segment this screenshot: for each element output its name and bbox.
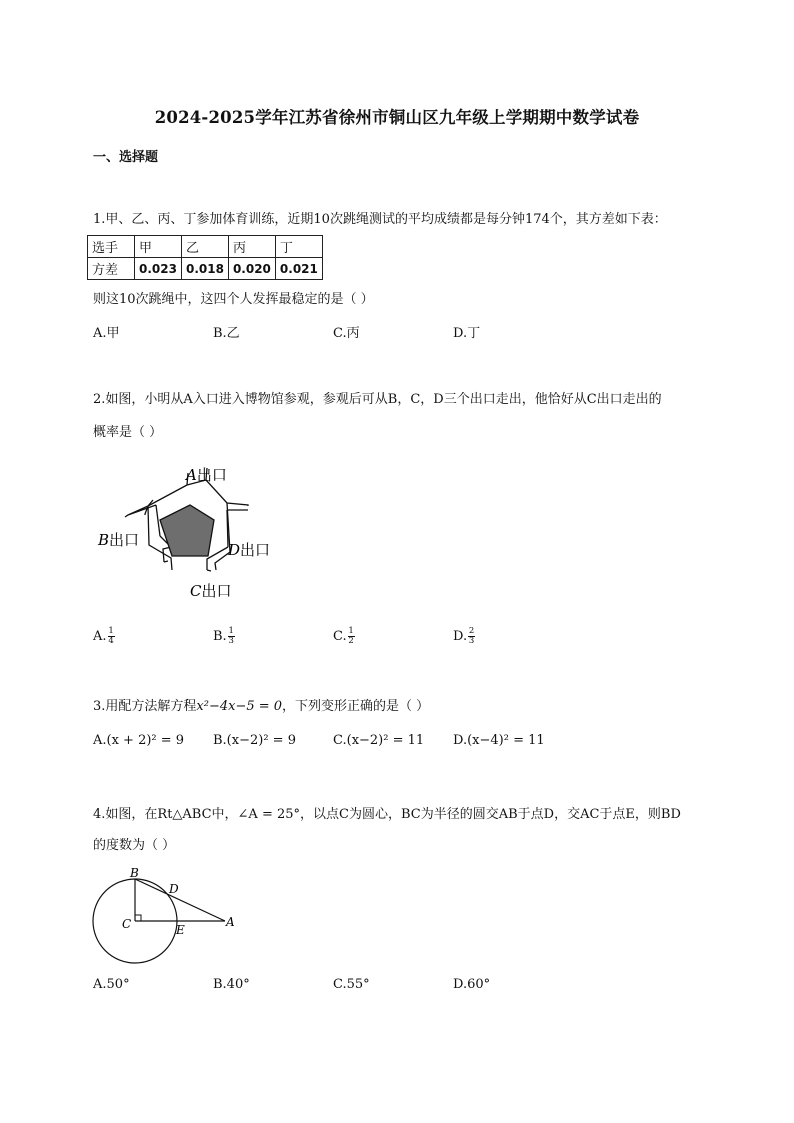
museum-figure — [90, 458, 320, 608]
q3-stem-post: ，下列变形正确的是（ ） — [282, 699, 430, 714]
table-cell: 甲 — [135, 236, 182, 258]
point-b: B — [130, 866, 139, 880]
q3-option-c[interactable]: C.(x−2)² = 11 — [333, 733, 425, 748]
table-cell: 丁 — [275, 236, 322, 258]
table-cell: 0.020 — [228, 258, 275, 280]
table-row — [88, 236, 323, 258]
q1-option-a[interactable]: A.甲 — [93, 326, 120, 341]
option-prefix: C. — [333, 629, 347, 644]
label-c-exit: C出口 — [190, 582, 232, 600]
q4-option-c[interactable]: C.55° — [333, 977, 370, 992]
q3-option-d[interactable]: D.(x−4)² = 11 — [453, 733, 545, 748]
denominator: 3 — [468, 636, 475, 646]
fraction — [348, 627, 355, 646]
denominator: 2 — [348, 636, 354, 646]
q1-option-c[interactable]: C.丙 — [333, 326, 360, 341]
option-prefix: A. — [93, 629, 107, 644]
section-heading: 一、选择题 — [93, 150, 159, 165]
q4-option-d[interactable]: D.60° — [453, 977, 491, 992]
table-cell: 选手 — [88, 236, 135, 258]
denominator: 3 — [228, 636, 234, 646]
q1-stem: 1.甲、乙、丙、丁参加体育训练，近期10次跳绳测试的平均成绩都是每分钟174个，其方差如下表： — [93, 212, 667, 227]
label-b-exit: B出口 — [98, 531, 140, 549]
circle-triangle-figure — [88, 862, 248, 974]
table-row — [88, 258, 323, 280]
option-prefix: B. — [213, 629, 227, 644]
numerator: 2 — [468, 626, 475, 636]
q4-option-a[interactable]: A.50° — [93, 977, 130, 992]
fraction — [228, 627, 235, 646]
table-cell: 丙 — [228, 236, 275, 258]
q4-stem-line1: 4.如图，在Rt△ABC中，∠A = 25°，以点C为圆心，BC为半径的圆交AB于点D，交AC于点E，则BD — [93, 807, 681, 822]
q4-option-b[interactable]: B.40° — [213, 977, 250, 992]
variance-table — [87, 235, 323, 280]
q3-option-a[interactable]: A.(x + 2)² = 9 — [93, 733, 185, 748]
q2-option-b[interactable] — [213, 627, 235, 647]
q1-option-b[interactable]: B.乙 — [213, 326, 240, 341]
point-c: C — [122, 917, 132, 931]
table-cell: 0.018 — [181, 258, 228, 280]
table-cell: 0.021 — [275, 258, 322, 280]
q1-option-d[interactable]: D.丁 — [453, 326, 481, 341]
q4-stem-line2: 的度数为（ ） — [93, 838, 176, 853]
q1-ask: 则这10次跳绳中，这四个人发挥最稳定的是（ ） — [93, 292, 374, 307]
table-cell: 方差 — [88, 258, 135, 280]
q2-stem-line2: 概率是（ ） — [93, 425, 163, 440]
label-d-exit: D出口 — [228, 541, 271, 559]
denominator: 4 — [108, 636, 114, 646]
numerator: 1 — [348, 626, 354, 636]
table-cell: 0.023 — [135, 258, 182, 280]
numerator: 1 — [228, 626, 234, 636]
option-prefix: D. — [453, 629, 468, 644]
segment-ab — [135, 879, 225, 921]
q3-equation: x²−4x−5 = 0 — [196, 699, 283, 714]
point-a: A — [226, 915, 235, 929]
right-angle-mark — [135, 915, 141, 921]
fraction — [108, 627, 115, 646]
point-e: E — [176, 923, 185, 937]
exam-title: 2024-2025学年江苏省徐州市铜山区九年级上学期期中数学试卷 — [154, 108, 640, 127]
q3-stem-pre: 3.用配方法解方程 — [93, 699, 197, 714]
fraction — [468, 627, 475, 646]
q2-option-a[interactable] — [93, 627, 115, 647]
table-cell: 乙 — [181, 236, 228, 258]
numerator: 1 — [108, 626, 114, 636]
q2-stem-line1: 2.如图，小明从A入口进入博物馆参观，参观后可从B，C，D三个出口走出，他恰好从C出口走出的 — [93, 392, 662, 407]
label-a-exit: A出口 — [186, 466, 227, 484]
q3-option-b[interactable]: B.(x−2)² = 9 — [213, 733, 296, 748]
q2-option-d[interactable] — [453, 627, 475, 647]
point-d: D — [169, 882, 179, 896]
q3-stem — [93, 697, 429, 717]
q2-option-c[interactable] — [333, 627, 355, 647]
